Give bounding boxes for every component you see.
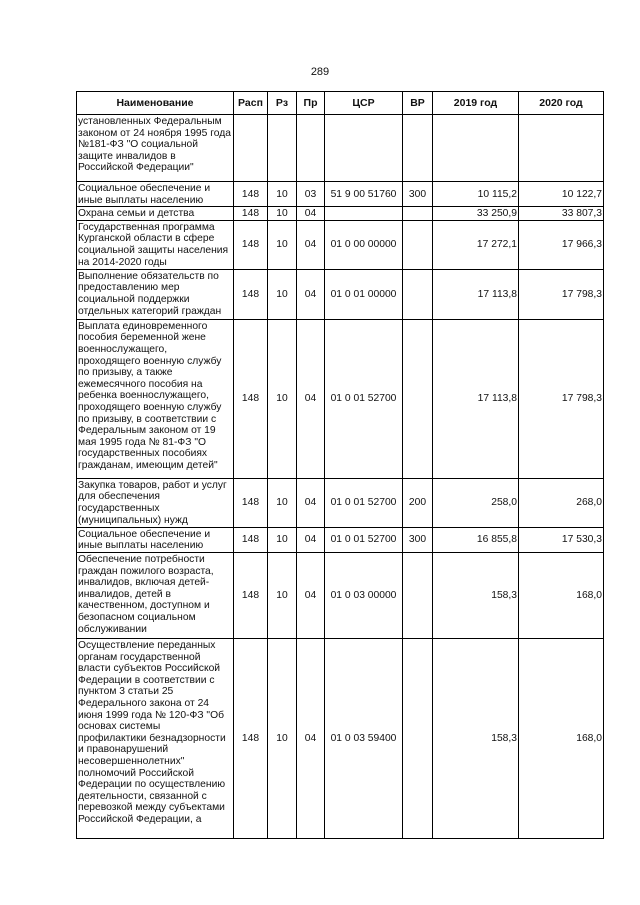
row-csr: 01 0 01 52700 bbox=[325, 319, 403, 478]
row-csr: 01 0 03 00000 bbox=[325, 552, 403, 638]
row-rz: 10 bbox=[268, 182, 297, 207]
row-pr: 04 bbox=[297, 552, 325, 638]
table-row bbox=[77, 319, 604, 478]
row-rz: 10 bbox=[268, 269, 297, 319]
row-2019: 16 855,8 bbox=[433, 527, 519, 552]
row-name: установленных Федеральным законом от 24 ноября 1995 года №181-ФЗ "О социальной защите инвалидов в Российской Федерации" bbox=[77, 115, 234, 182]
row-2019: 10 115,2 bbox=[433, 182, 519, 207]
row-2019: 258,0 bbox=[433, 478, 519, 527]
table-row bbox=[77, 115, 604, 182]
row-name: Охрана семьи и детства bbox=[77, 207, 234, 221]
row-pr: 03 bbox=[297, 182, 325, 207]
row-csr: 01 0 01 52700 bbox=[325, 478, 403, 527]
row-2019: 158,3 bbox=[433, 552, 519, 638]
table-header-row bbox=[77, 92, 604, 115]
table-row bbox=[77, 527, 604, 552]
row-pr: 04 bbox=[297, 319, 325, 478]
table-row bbox=[77, 182, 604, 207]
row-rz: 10 bbox=[268, 527, 297, 552]
row-rz: 10 bbox=[268, 478, 297, 527]
table-row bbox=[77, 552, 604, 638]
column-header-2020: 2020 год bbox=[519, 92, 604, 115]
row-2019: 33 250,9 bbox=[433, 207, 519, 221]
row-csr: 51 9 00 51760 bbox=[325, 182, 403, 207]
row-pr: 04 bbox=[297, 638, 325, 838]
row-2019 bbox=[433, 115, 519, 182]
row-rasp: 148 bbox=[234, 220, 268, 269]
row-csr: 01 0 03 59400 bbox=[325, 638, 403, 838]
row-rasp bbox=[234, 115, 268, 182]
row-vr: 300 bbox=[403, 527, 433, 552]
row-name: Выплата единовременного пособия беременной жене военнослужащего, проходящего военную службу по призыву, а также ежемесячного пособия на ребенка военнослужащего, проходящего военную службу по призыву, в соответствии с Федеральным законом от 19 мая 1995 года № 81-ФЗ "О государственных пособиях гражданам, имеющим детей" bbox=[77, 319, 234, 478]
row-name: Государственная программа Курганской области в сфере социальной защиты населения на 2014-2020 годы bbox=[77, 220, 234, 269]
column-header-rasp: Расп bbox=[234, 92, 268, 115]
row-vr: 200 bbox=[403, 478, 433, 527]
row-vr bbox=[403, 269, 433, 319]
row-vr bbox=[403, 207, 433, 221]
row-rz: 10 bbox=[268, 319, 297, 478]
row-rz bbox=[268, 115, 297, 182]
row-vr: 300 bbox=[403, 182, 433, 207]
row-pr: 04 bbox=[297, 527, 325, 552]
table-row bbox=[77, 269, 604, 319]
row-csr: 01 0 01 00000 bbox=[325, 269, 403, 319]
row-rasp: 148 bbox=[234, 527, 268, 552]
table-row bbox=[77, 207, 604, 221]
row-pr: 04 bbox=[297, 478, 325, 527]
row-rz: 10 bbox=[268, 638, 297, 838]
row-name: Обеспечение потребности граждан пожилого возраста, инвалидов, включая детей-инвалидов, детей в качественном, доступном и безопасном социальном обслуживании bbox=[77, 552, 234, 638]
column-header-rz: Рз bbox=[268, 92, 297, 115]
row-rasp: 148 bbox=[234, 638, 268, 838]
row-pr bbox=[297, 115, 325, 182]
column-header-name: Наименование bbox=[77, 92, 234, 115]
row-2019: 17 113,8 bbox=[433, 269, 519, 319]
row-name: Выполнение обязательств по предоставлению мер социальной поддержки отдельных категорий граждан bbox=[77, 269, 234, 319]
row-2020: 17 798,3 bbox=[519, 269, 604, 319]
budget-table bbox=[76, 91, 604, 839]
row-2019: 17 272,1 bbox=[433, 220, 519, 269]
column-header-csr: ЦСР bbox=[325, 92, 403, 115]
row-2020 bbox=[519, 115, 604, 182]
row-2020: 268,0 bbox=[519, 478, 604, 527]
row-rasp: 148 bbox=[234, 269, 268, 319]
row-rasp: 148 bbox=[234, 182, 268, 207]
page-number: 289 bbox=[310, 66, 330, 78]
row-pr: 04 bbox=[297, 269, 325, 319]
table-row bbox=[77, 638, 604, 838]
column-header-2019: 2019 год bbox=[433, 92, 519, 115]
row-pr: 04 bbox=[297, 220, 325, 269]
row-csr: 01 0 01 52700 bbox=[325, 527, 403, 552]
row-rz: 10 bbox=[268, 220, 297, 269]
row-2020: 17 798,3 bbox=[519, 319, 604, 478]
row-2019: 17 113,8 bbox=[433, 319, 519, 478]
row-2020: 168,0 bbox=[519, 552, 604, 638]
row-2020: 17 530,3 bbox=[519, 527, 604, 552]
row-name: Социальное обеспечение и иные выплаты населению bbox=[77, 182, 234, 207]
row-2020: 168,0 bbox=[519, 638, 604, 838]
row-pr: 04 bbox=[297, 207, 325, 221]
table-row bbox=[77, 478, 604, 527]
column-header-vr: ВР bbox=[403, 92, 433, 115]
row-rasp: 148 bbox=[234, 207, 268, 221]
row-name: Социальное обеспечение и иные выплаты населению bbox=[77, 527, 234, 552]
row-name: Закупка товаров, работ и услуг для обеспечения государственных (муниципальных) нужд bbox=[77, 478, 234, 527]
column-header-pr: Пр bbox=[297, 92, 325, 115]
row-vr bbox=[403, 552, 433, 638]
row-vr bbox=[403, 319, 433, 478]
row-2020: 17 966,3 bbox=[519, 220, 604, 269]
row-2019: 158,3 bbox=[433, 638, 519, 838]
row-rz: 10 bbox=[268, 207, 297, 221]
row-rasp: 148 bbox=[234, 552, 268, 638]
row-csr: 01 0 00 00000 bbox=[325, 220, 403, 269]
row-2020: 33 807,3 bbox=[519, 207, 604, 221]
row-csr bbox=[325, 115, 403, 182]
row-vr bbox=[403, 638, 433, 838]
row-vr bbox=[403, 115, 433, 182]
row-vr bbox=[403, 220, 433, 269]
row-2020: 10 122,7 bbox=[519, 182, 604, 207]
row-rz: 10 bbox=[268, 552, 297, 638]
row-csr bbox=[325, 207, 403, 221]
table-row bbox=[77, 220, 604, 269]
row-rasp: 148 bbox=[234, 478, 268, 527]
row-rasp: 148 bbox=[234, 319, 268, 478]
row-name: Осуществление переданных органам государственной власти субъектов Российской Федерации в соответствии с пунктом 3 статьи 25 Федерального закона от 24 июня 1999 года № 120-ФЗ "Об основах системы профилактики безнадзорности и правонарушений несовершеннолетних" полномочий Российской Федерации по осуществлению деятельности, связанной с перевозкой между субъектами Российской Федерации, а bbox=[77, 638, 234, 838]
